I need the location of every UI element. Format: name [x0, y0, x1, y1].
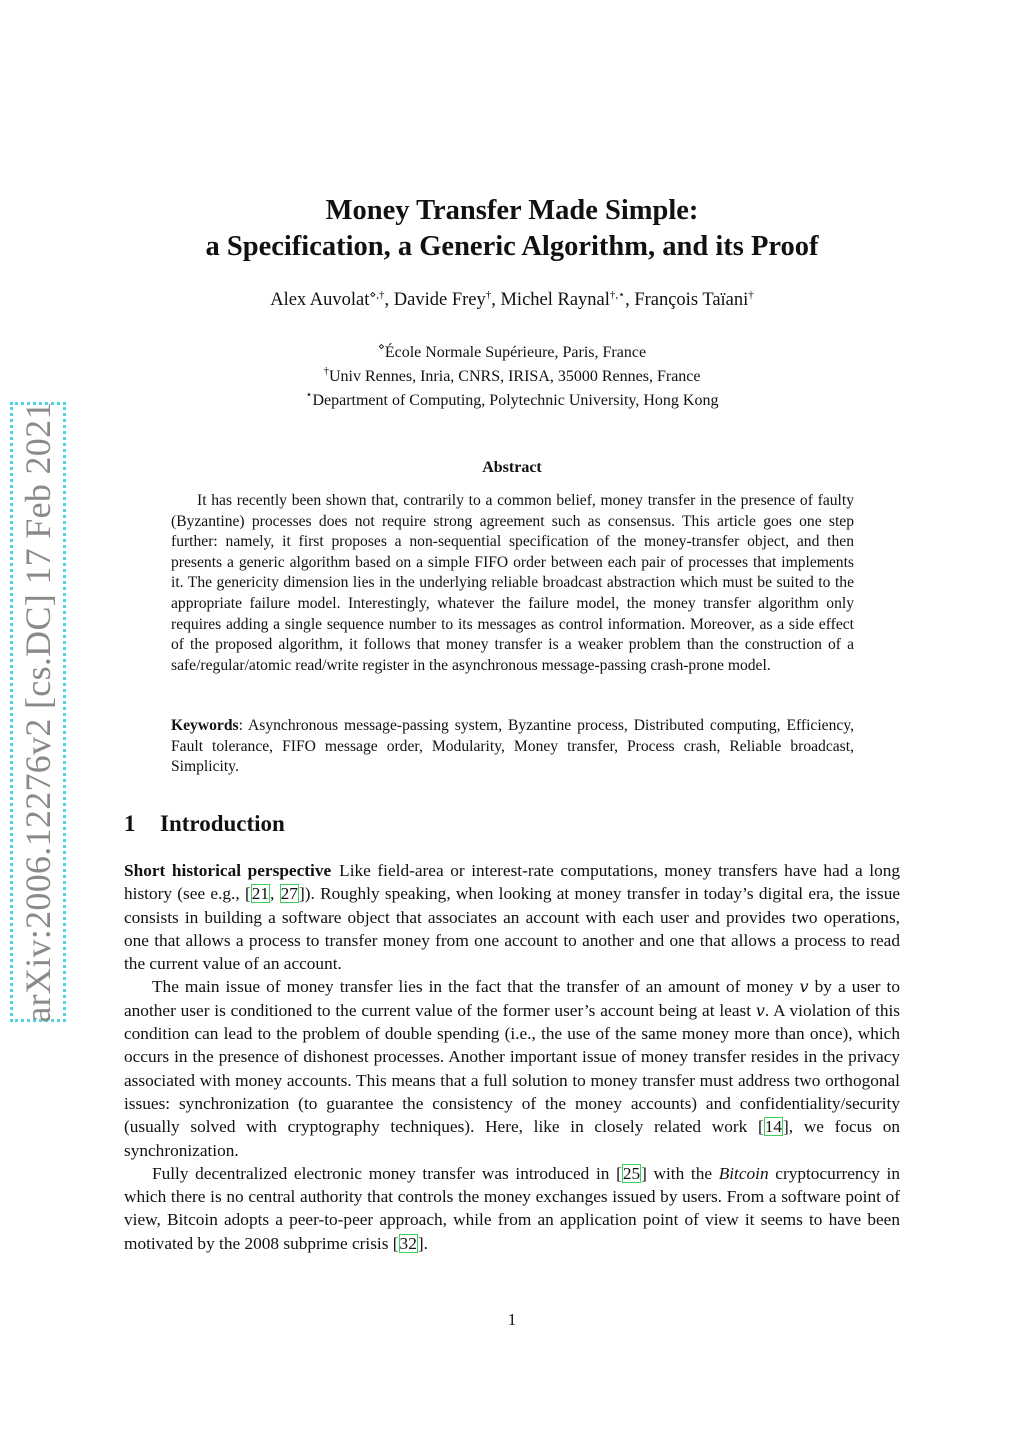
title-line-2: a Specification, a Generic Algorithm, and its Proof — [205, 231, 819, 262]
affiliation-list — [0, 341, 1024, 413]
keywords — [171, 716, 854, 778]
keywords-text: : Asynchronous message-passing system, Byzantine process, Distributed computing, Efficiency, Fault tolerance, FIFO message order, Modularity, Money transfer, Process crash, Reliable broadcast, Simplicity. — [171, 717, 854, 776]
citation-link[interactable]: 25 — [622, 1163, 641, 1183]
abstract-heading: Abstract — [482, 459, 542, 476]
author-list — [0, 290, 1024, 311]
section-title: Introduction — [160, 811, 285, 836]
paper-title — [0, 193, 1024, 265]
keywords-label: Keywords — [171, 717, 239, 734]
citation-link[interactable]: 32 — [399, 1233, 417, 1253]
math-variable: v — [755, 1000, 765, 1020]
author: François Taïani† — [634, 289, 754, 310]
section-number: 1 — [124, 811, 136, 836]
paragraph: Short historical perspective Like field-area or interest-rate computations, money transfers have had a long history (see e.g., [21, 27]). Roughly speaking, when looking at money transfer in today’s digital era, the issue consists in building a software object that associates an account with each user and provides two operations, one that allows a process to transfer money from one account to another and one that allows a process to read the current value of an account. — [124, 861, 901, 974]
arxiv-stamp — [10, 402, 66, 1022]
abstract-text: It has recently been shown that, contrarily to a common belief, money transfer in the presence of faulty (Byzantine) processes does not require strong agreement such as consensus. This article goes one step further: namely, it first proposes a non-sequential specification of the money-transfer object, and then presents a generic algorithm based on a simple FIFO order between each pair of processes that implements it. The genericity dimension lies in the underlying reliable broadcast abstraction which must be suited to the appropriate failure model. Interestingly, whatever the failure model, the money transfer algorithm only requires adding a single sequence number to its messages as control information. Moreover, as a side effect of the proposed algorithm, it follows that money transfer is a weaker problem than the construction of a safe/regular/atomic read/write register in the asynchronous message-passing crash-prone model. — [171, 492, 854, 674]
paragraph: The main issue of money transfer lies in the fact that the transfer of an amount of money v by a user to another user is conditioned to the current value of the former user’s account being at least v. A violation of this condition can lead to the problem of double spending (i.e., the use of the same money more than once), which occurs in the presence of dishonest processes. Another important issue of money transfer resides in the privacy associated with money accounts. This means that a full solution to money transfer must address two orthogonal issues: synchronization (to guarantee the consistency of the money accounts) and confidentiality/security (usually solved with cryptography techniques). Here, like in closely related work [14], we focus on synchronization. — [124, 977, 900, 1160]
citation-link[interactable]: 21 — [251, 884, 270, 904]
author: Alex Auvolat⋄,†, — [270, 289, 394, 310]
paragraph-heading: Short historical perspective — [124, 861, 332, 880]
citation-link[interactable]: 27 — [280, 884, 298, 904]
title-line-1: Money Transfer Made Simple: — [325, 195, 699, 226]
arxiv-identifier: arXiv:2006.12276v2 [cs.DC] 17 Feb 2021 — [18, 401, 58, 1023]
page-number: 1 — [507, 1310, 517, 1329]
paragraph: Fully decentralized electronic money transfer was introduced in [25] with the Bitcoin cryptocurrency in which there is no central authority that controls the money exchanges issued by users. From a software point of view, Bitcoin adopts a peer-to-peer approach, while from an application point of view it seems to have been motivated by the 2008 subprime crisis [32]. — [124, 1163, 900, 1253]
emphasis: Bitcoin — [718, 1163, 769, 1183]
affiliation: ⋆Department of Computing, Polytechnic University, Hong Kong — [305, 389, 719, 409]
citation-link[interactable]: 14 — [764, 1117, 782, 1137]
author: Michel Raynal†,⋆, — [500, 289, 635, 310]
section-body — [124, 859, 900, 1255]
affiliation: ⋄École Normale Supérieure, Paris, France — [377, 341, 647, 361]
affiliation: †Univ Rennes, Inria, CNRS, IRISA, 35000 Rennes, France — [323, 365, 701, 385]
math-variable: v — [799, 977, 809, 997]
section-heading — [124, 811, 285, 837]
author: Davide Frey†, — [393, 289, 501, 310]
